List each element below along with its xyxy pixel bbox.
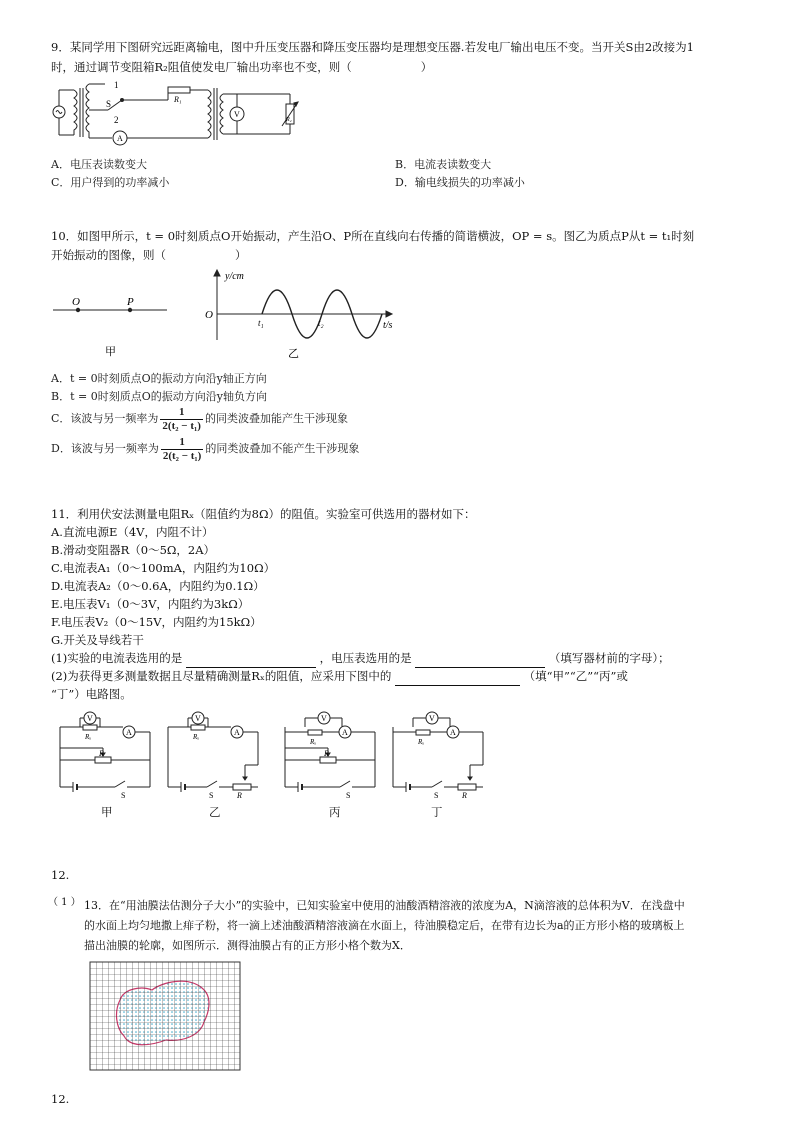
q11-sub1-pre: (1)实验的电流表选用的是 [51,651,183,665]
q10-option-d-fraction [161,436,204,463]
q10-jia-label-p: P [127,296,134,308]
q11-sub2-post: （填“甲”“乙”“丙”或 [523,669,628,683]
q11-sub2-pre: (2)为获得更多测量数据且尽量精确测量Rₓ的阻值，应采用下图中的 [51,669,392,683]
q11-sub2 [51,667,628,686]
circuit-ding-s: S [434,791,439,800]
q9-fig-label-1: 1 [114,80,119,90]
q9-fig-label-2: 2 [114,115,119,125]
q9-fig-label-v: V [234,110,240,119]
circuit-jia-s: S [121,791,126,800]
q9-figure [50,80,300,145]
q10-option-b[interactable]: B．t = 0时刻质点O的振动方向沿y轴负方向 [51,390,267,403]
circuit-jia-rx: Rₓ [85,733,92,741]
circuit-ding-v: V [429,714,435,723]
q9-stem-line2: 时，通过调节变阻箱R₂阻值使发电厂输出功率也不变，则（ ） [51,60,433,74]
q10-option-c[interactable] [51,404,348,434]
q10-caption-yi: 乙 [288,348,299,360]
q11-sub2-line2: “丁”）电路图。 [51,687,132,701]
q10-yi-tlabel: t/s [383,320,393,331]
q9-stem-line1: 9．某同学用下图研究远距离输电，图中升压变压器和降压变压器均是理想变压器.若发电厂输出电压不变。当开关S由2改接为1 [51,40,694,54]
q10-caption-jia: 甲 [105,346,116,358]
q11-ammeter-answer-blank[interactable] [186,653,316,668]
circuit-ding-a: A [450,728,456,737]
q11-voltmeter-answer-blank[interactable] [415,653,545,668]
q11-sub1 [51,649,670,668]
circuit-jia-r: R [99,749,104,758]
q9-option-c[interactable]: C．用户得到的功率减小 [51,176,170,189]
circuit-caption-jia: 甲 [101,805,113,819]
q11-sub1-post: （填写器材前的字母）； [548,651,670,665]
circuit-bing-rx: Rₓ [310,738,317,746]
q13-sub-number: （ 1 ） [48,897,81,908]
q10-option-d[interactable] [51,434,359,464]
q11-sub1-mid: ，电压表选用的是 [319,651,412,665]
q9-fig-label-r1: R₁ [174,95,182,104]
q10-option-c-post: 的同类波叠加能产生干涉现象 [204,412,348,425]
q10-yi-t2: t₂ [318,318,324,328]
q9-option-a[interactable]: A．电压表读数变大 [51,158,147,171]
circuit-bing-a: A [342,728,348,737]
q9-fig-label-s: S [106,99,112,109]
q10-yi-t1: t₁ [258,318,264,328]
q11-stem: 11．利用伏安法测量电阻Rₓ（阻值约为8Ω）的阻值。实验室可供选用的器材如下： [51,507,476,521]
q10-figure-yi [200,266,400,360]
q10-option-a[interactable]: A．t = 0时刻质点O的振动方向沿y轴正方向 [51,372,267,385]
q11-item-e: E.电压表V₁（0～3V，内阻约为3kΩ） [51,597,250,611]
circuit-bing-v: V [321,714,327,723]
q11-circuit-bing [280,710,385,800]
q11-circuit-jia [55,710,160,800]
circuit-caption-ding: 丁 [431,805,443,819]
q10-option-d-post: 的同类波叠加不能产生干涉现象 [205,442,360,455]
q9-fig-label-r2: R₂ [286,117,292,123]
q10-option-c-fraction [160,406,203,433]
circuit-jia-v: V [87,714,93,723]
fraction-numerator: 1 [161,436,204,450]
fraction-denominator: 2(t₂ − t₁) [162,419,201,432]
circuit-ding-r: R [462,791,467,800]
q13-stem-line3: 描出油膜的轮廓，如图所示．测得油膜占有的正方形小格个数为X． [84,939,411,952]
q10-figure-jia [50,290,170,360]
q12-number: 12. [51,868,70,882]
fraction-denominator: 2(t₂ − t₁) [162,449,202,462]
q9-option-b[interactable]: B．电流表读数变大 [395,158,492,171]
circuit-yi-rx: Rₓ [193,733,200,741]
circuit-yi-s: S [209,791,214,800]
q10-yi-ylabel: y/cm [225,271,244,282]
circuit-caption-bing: 丙 [329,805,341,819]
circuit-jia-a: A [126,728,132,737]
circuit-yi-r: R [237,791,242,800]
fraction-numerator: 1 [160,406,203,420]
circuit-ding-rx: Rₓ [418,738,425,746]
q10-option-d-pre: D．该波与另一频率为 [51,442,159,455]
q10-stem-line2: 开始振动的图像，则（ ） [51,248,247,262]
q10-yi-origin: O [205,309,213,321]
q11-item-f: F.电压表V₂（0～15V，内阻约为15kΩ） [51,615,262,629]
circuit-caption-yi: 乙 [209,805,221,819]
q14-number: 12. [51,1092,70,1106]
q10-option-c-pre: C．该波与另一频率为 [51,412,159,425]
q11-circuit-answer-blank[interactable] [395,671,520,686]
circuit-yi-v: V [195,714,201,723]
q11-item-g: G.开关及导线若干 [51,633,144,647]
circuit-yi-a: A [234,728,240,737]
circuit-bing-r: R [324,749,329,758]
q11-item-b: B.滑动变阻器R（0～5Ω，2A） [51,543,216,557]
q13-stem-line1: 13．在“用油膜法估测分子大小”的实验中，已知实验室中使用的油酸酒精溶液的浓度为A，N滴溶液的总体积为V．在浅盘中 [84,899,685,912]
circuit-bing-s: S [346,791,351,800]
q13-stem-line2: 的水面上均匀地撒上痱子粉，将一滴上述油酸酒精溶液滴在水面上，待油膜稳定后，在带有边长为a的正方形小格的玻璃板上 [84,919,685,932]
q11-item-d: D.电流表A₂（0～0.6A，内阻约为0.1Ω） [51,579,265,593]
q11-circuit-ding [388,710,493,800]
q11-item-c: C.电流表A₁（0～100mA，内阻约为10Ω） [51,561,276,575]
q10-stem-line1: 10．如图甲所示，t = 0时刻质点O开始振动，产生沿O、P所在直线向右传播的简谐横波，OP = s。图乙为质点P从t = t₁时刻 [51,229,695,243]
q11-circuit-yi [163,710,268,800]
q11-item-a: A.直流电源E（4V，内阻不计） [51,525,214,539]
q9-fig-label-a: A [117,134,123,143]
q13-oil-film-grid [90,962,240,1070]
q10-jia-label-o: O [72,296,80,308]
q9-option-d[interactable]: D．输电线损失的功率减小 [395,176,525,189]
